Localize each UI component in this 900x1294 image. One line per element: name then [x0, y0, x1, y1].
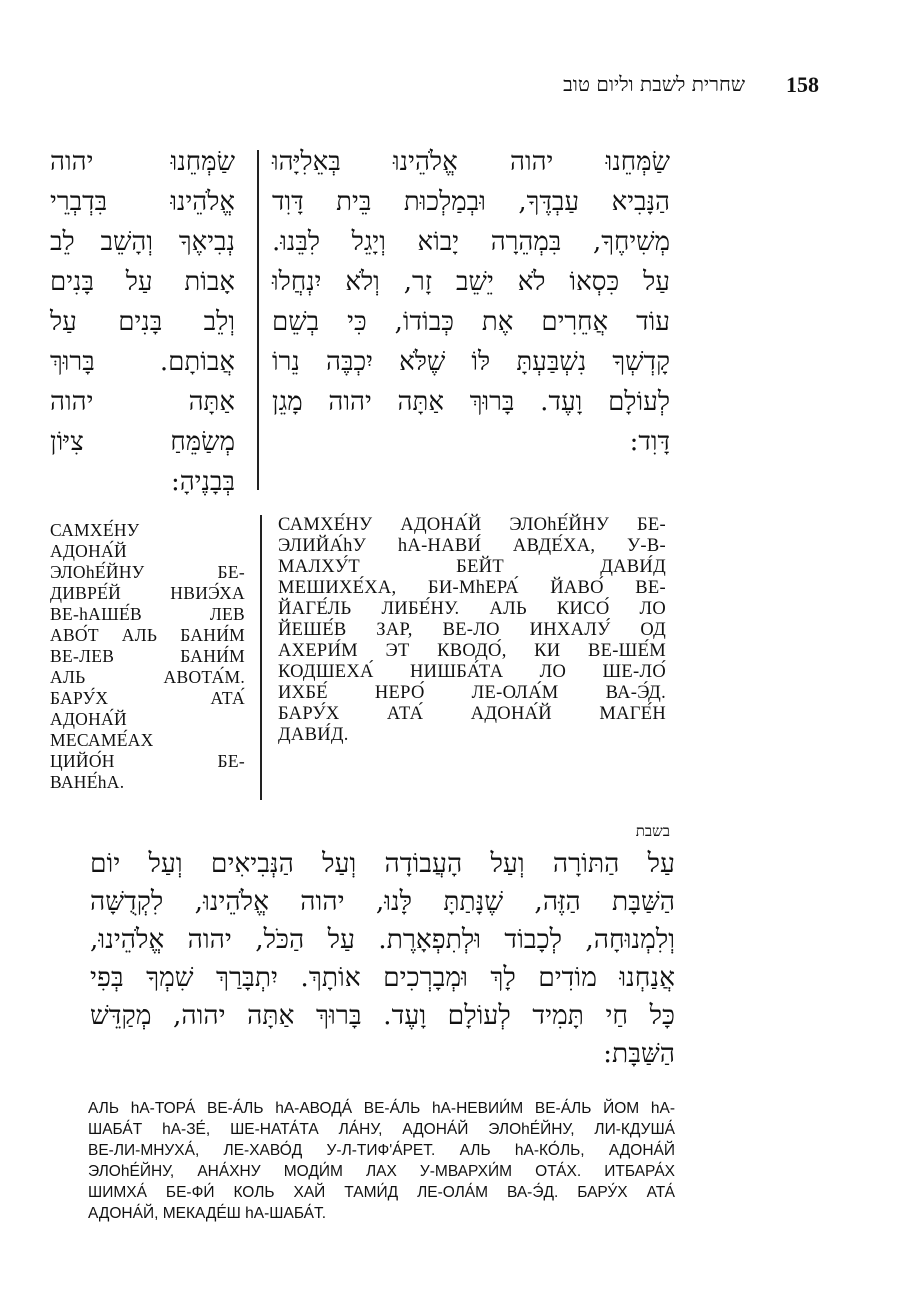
text-line: הַשַּׁבָּת הַזֶּה, שֶׁנָּתַתָּ לָּנוּ, יהוה אֱלֹהֵינוּ, לִקְדֻשָּׁה — [90, 886, 675, 917]
page-number: 158 — [786, 72, 819, 97]
text-line: ЦИЙО́Н БЕ- — [50, 751, 245, 771]
text-line: АЛЬ hА-ТОРА́ ВЕ-А́ЛЬ hА-АВОДА́ ВЕ-А́ЛЬ hА-НЕВИИ́М ВЕ-А́ЛЬ ЙОМ hА- — [88, 1100, 675, 1117]
text-line: ШАБА́Т hА-ЗЕ́, ШЕ-НАТА́ТА ЛА́НУ, АДОНА́Й ЭЛОhЕ́ЙНУ, ЛИ-КДУША́ — [88, 1121, 675, 1138]
text-line: ЙАГЕ́ЛЬ ЛИБЕ́НУ. АЛЬ КИСО́ ЛО — [278, 599, 666, 619]
text-line: ВЕ-ЛИ-МНУХА́, ЛЕ-ХАВО́Д У-Л-ТИФ'А́РЕТ. АЛЬ hА-КО́ЛЬ, АДОНА́Й — [88, 1142, 675, 1159]
text-line: АДОНА́Й — [50, 541, 127, 561]
column-divider — [260, 515, 262, 800]
text-line: קָדְשְׁךָ נִשְׁבַּעְתָּ לּוֹ שֶׁלֹּא יִכְבֶּה נֵרוֹ — [272, 347, 670, 377]
text-line: ЭЛОhЕ́ЙНУ, АНА́ХНУ МОДИ́М ЛАХ У-МВАРХИ́М ОТА́Х. ИТБАРА́Х — [88, 1163, 675, 1180]
text-line: אָבוֹת עַל בָּנִים — [50, 267, 235, 297]
text-line: БАРУ́Х АТА́ АДОНА́Й МАГЕ́Н — [278, 704, 666, 724]
transliteration-sabbath-blessing — [88, 1098, 675, 1224]
text-line: כָּל חַי תָּמִיד לְעוֹלָם וָעֶד. בָּרוּךְ אַתָּה יהוה, מְקַדֵּשׁ — [90, 1000, 675, 1031]
text-line: וְלֵב בָּנִים עַל — [50, 307, 235, 337]
text-line: מְשִׁיחֶךָ, בִּמְהֵרָה יָבוֹא וְיָגֵל לִבֵּנוּ. — [272, 227, 670, 257]
text-line: מְשַׂמֵּחַ צִיּוֹן — [50, 427, 235, 457]
text-line: עַל כִּסְאוֹ לֹא יֵשֵׁב זָר, וְלֹא יִנְחֲלוּ — [272, 267, 670, 297]
text-line: עַל הַתּוֹרָה וְעַל הָעֲבוֹדָה וְעַל הַנְּבִיאִים וְעַל יוֹם — [90, 848, 675, 879]
text-line: АДОНА́Й — [50, 709, 127, 729]
text-line: שַׂמְּחֵנוּ יהוה אֱלֹהֵינוּ בְּאֵלִיָּהוּ — [272, 147, 670, 177]
text-line: МАЛХУ́Т БЕЙТ ДАВИ́Д — [278, 557, 666, 577]
text-line: אַתָּה יהוה — [50, 387, 235, 417]
text-line: БАРУ́Х АТА́ — [50, 688, 245, 708]
text-line: לְעוֹלָם וָעֶד. בָּרוּךְ אַתָּה יהוה מָגֵן — [272, 387, 670, 417]
text-line: АХЕРИ́М ЭТ КВОДО́, КИ ВЕ-ШЕ́М — [278, 641, 666, 661]
transliteration-main — [278, 515, 666, 746]
text-line: АВО́Т АЛЬ БАНИ́М — [50, 625, 245, 645]
text-line: בְּבָנֶיהָ: — [170, 467, 235, 497]
text-line: ВЕ-ЛЕВ БАНИ́М — [50, 646, 245, 666]
hebrew-side-prayer — [50, 142, 235, 502]
text-line: אֱלֹהֵינוּ בִּדְבְרֵי — [50, 187, 235, 217]
text-line: שַׂמְּחֵנוּ יהוה — [50, 147, 235, 177]
text-line: דָּוִד: — [629, 427, 670, 457]
transliteration-side — [50, 520, 245, 793]
text-line: КОДШЕХА́ НИШБА́ТА ЛО ШЕ-ЛО́ — [278, 662, 666, 682]
text-line: ДАВИ́Д. — [278, 725, 349, 745]
text-line: САМХЕ́НУ — [50, 520, 140, 540]
text-line: ДИВРЕ́Й НВИЭ́ХА — [50, 583, 245, 603]
running-head: שחרית לשבת וליום טוב — [563, 72, 745, 96]
sabbath-label: בשבת — [635, 822, 670, 840]
text-line: אֲבוֹתָם. בָּרוּךְ — [50, 347, 235, 377]
text-line: ВАНЕ́hА. — [50, 772, 125, 792]
text-line: САМХЕ́НУ АДОНА́Й ЭЛОhЕ́ЙНУ БЕ- — [278, 515, 666, 535]
text-line: נְבִיאֶךָ וְהָשֵׁב לֵב — [50, 227, 235, 257]
text-line: АДОНА́Й, МЕКАДЕ́Ш hА-ШАБА́Т. — [88, 1205, 327, 1222]
text-line: ИХБЕ́ НЕРО́ ЛЕ-ОЛА́М ВА-Э́Д. — [278, 683, 666, 703]
text-line: אֲנַחְנוּ מוֹדִים לָךְ וּמְבָרְכִים אוֹתָךְ. יִתְבָּרַךְ שִׁמְךָ בְּפִי — [90, 962, 675, 993]
hebrew-sabbath-blessing — [90, 845, 675, 1073]
text-line: ШИМХА́ БЕ-ФИ́ КОЛЬ ХАЙ ТАМИ́Д ЛЕ-ОЛА́М ВА-Э́Д. БАРУ́Х АТА́ — [88, 1184, 675, 1201]
text-line: МЕСАМЕ́АХ — [50, 730, 154, 750]
text-line: ЭЛОhЕ́ЙНУ БЕ- — [50, 562, 245, 582]
text-line: МЕШИХЕ́ХА, БИ-МhЕРА́ ЙАВО́ ВЕ- — [278, 578, 666, 598]
text-line: ЙЕШЕ́В ЗАР, ВЕ-ЛО ИНХАЛУ́ ОД — [278, 620, 666, 640]
text-line: וְלִמְנוּחָה, לְכָבוֹד וּלְתִפְאָרֶת. עַל הַכֹּל, יהוה אֱלֹהֵינוּ, — [90, 924, 675, 955]
text-line: עוֹד אֲחֵרִים אֶת כְּבוֹדוֹ, כִּי בְשֵׁם — [272, 307, 670, 337]
text-line: הַנָּבִיא עַבְדֶּךָ, וּבְמַלְכוּת בֵּית דָּוִד — [272, 187, 670, 217]
column-divider — [257, 150, 259, 490]
text-line: АЛЬ АВОТА́М. — [50, 667, 245, 687]
text-line: ВЕ-hАШЕ́В ЛЕВ — [50, 604, 245, 624]
text-line: הַשַּׁבָּת: — [603, 1038, 675, 1069]
hebrew-main-prayer — [272, 142, 670, 462]
text-line: ЭЛИЙА́hУ hА-НАВИ́ АВДЕ́ХА, У-В- — [278, 536, 666, 556]
